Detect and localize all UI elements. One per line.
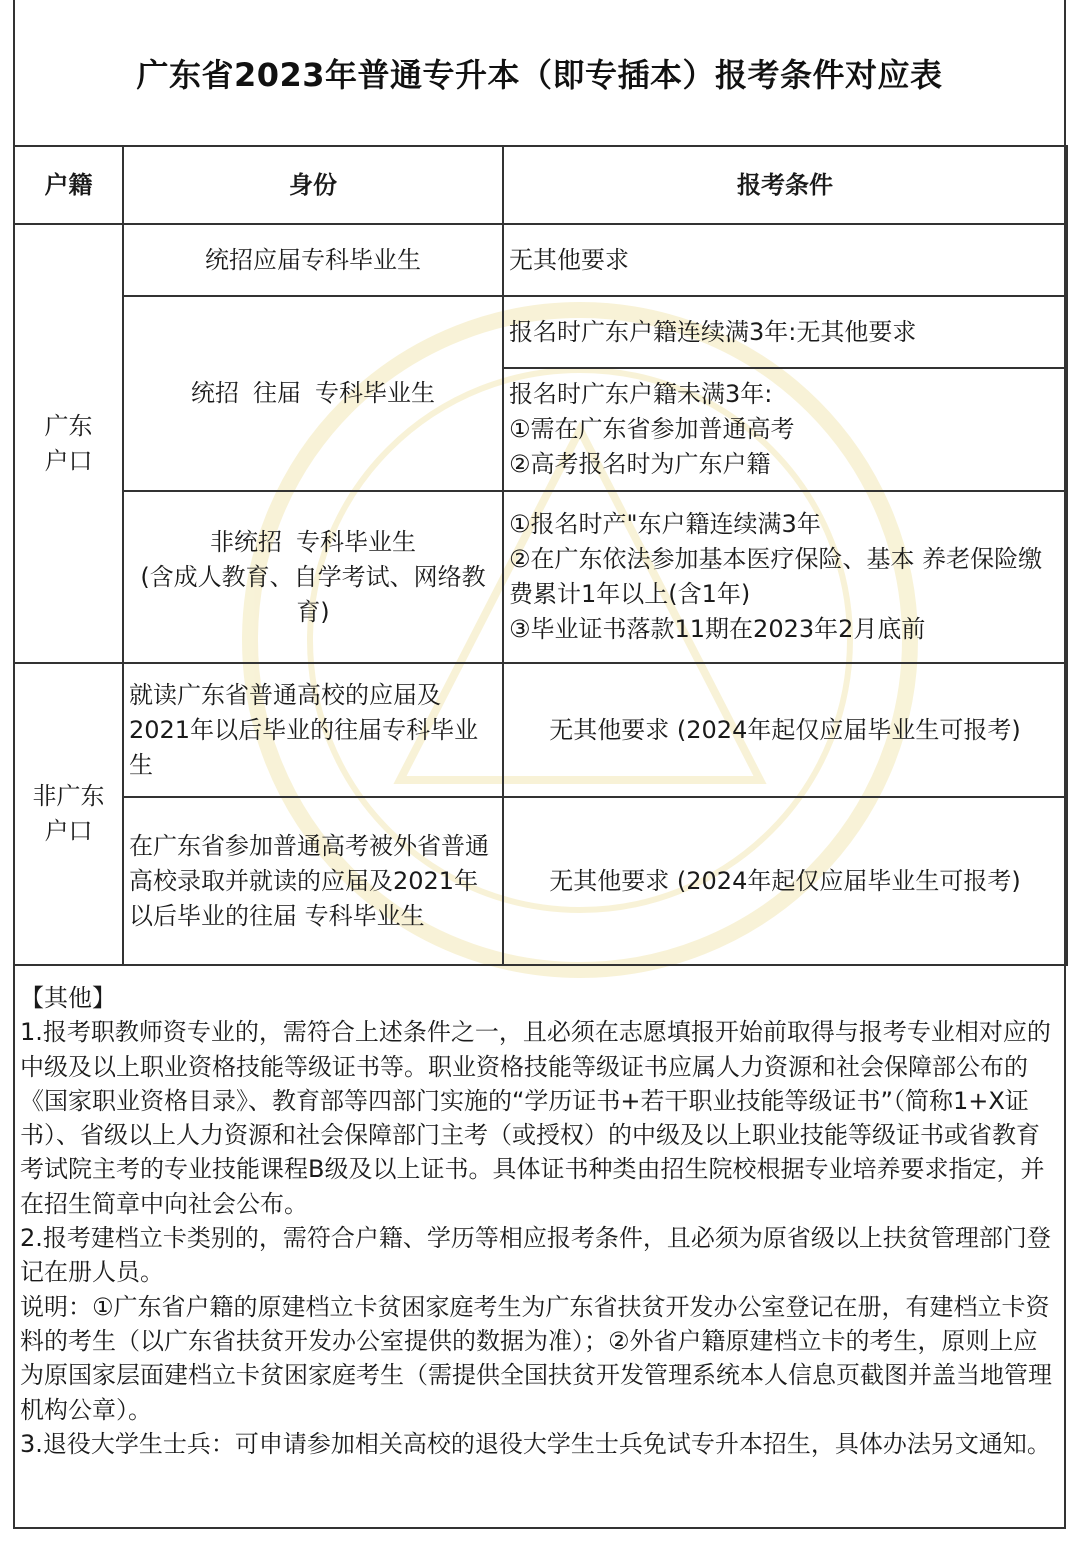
identity-note: (含成人教育、自学考试、网络教育) [140, 562, 486, 626]
note-paragraph: 说明：①广东省户籍的原建档立卡贫困家庭考生为广东省扶贫开发办公室登记在册，有建档立卡资料的考生（以广东省扶贫开发办公室提供的数据为准）；②外省户籍原建档立卡的考生，原则上应为原国家层面建档立卡贫困家庭考生（需提供全国扶贫开发管理系统本人信息页截图并盖当地管理机构公章）。 [20, 1292, 1052, 1424]
identity-cell: 在广东省参加普通高考被外省普通高校录取并就读的应届及2021年以后毕业的往届 专科毕业生 [123, 797, 503, 965]
table-header-row [14, 146, 1067, 224]
condition-cell: 无其他要求 (2024年起仅应届毕业生可报考) [503, 663, 1067, 797]
other-notes [20, 981, 1056, 1461]
identity-part: 专科毕业生 [315, 379, 435, 407]
condition-cell: 报名时广东户籍连续满3年:无其他要求 [503, 296, 1067, 368]
condition-cell [503, 368, 1067, 491]
note-paragraph: 1.报考职教师资专业的，需符合上述条件之一，且必须在志愿填报开始前取得与报考专业相对应的中级及以上职业资格技能等级证书等。职业资格技能等级证书应属人力资源和社会保障部公布的《国家职业资格目录》、教育部等四部门实施的“学历证书+若干职业技能等级证书”（简称1+X证书）、省级以上人力资源和社会保障部门主考（或授权）的中级及以上职业技能等级证书或省教育考试院主考的专业技能课程B级及以上证书。具体证书种类由招生院校根据专业培养要求指定，并在招生简章中向社会公布。 [20, 1018, 1051, 1218]
group-guangdong [14, 224, 123, 663]
table-row [14, 224, 1067, 296]
identity-cell: 就读广东省普通高校的应届及2021年以后毕业的往届专科毕业生 [123, 663, 503, 797]
header-conditions: 报考条件 [503, 146, 1067, 224]
condition-line: ②在广东依法参加基本医疗保险、基本 养老保险缴费累计1年以上(含1年) [509, 545, 1043, 608]
group-label: 广东户口 [44, 411, 93, 475]
note-paragraph: 2.报考建档立卡类别的，需符合户籍、学历等相应报考条件，且必须为原省级以上扶贫管理部门登记在册人员。 [20, 1224, 1051, 1287]
identity-cell [123, 491, 503, 663]
page-title: 广东省2023年普通专升本（即专插本）报考条件对应表 [136, 55, 943, 94]
header-identity: 身份 [123, 146, 503, 224]
condition-cell [503, 491, 1067, 663]
table-row [14, 663, 1067, 797]
group-non-guangdong [14, 663, 123, 965]
condition-line: ③毕业证书落款11期在2023年2月底前 [509, 615, 926, 643]
condition-line: ①报名时产"东户籍连续满3年 [509, 510, 821, 538]
identity-cell: 统招应届专科毕业生 [123, 224, 503, 296]
condition-line: ①需在广东省参加普通高考 [509, 415, 795, 443]
table-row [14, 491, 1067, 663]
identity-cell [123, 296, 503, 491]
note-paragraph: 3.退役大学生士兵：可申请参加相关高校的退役大学生士兵免试专升本招生，具体办法另文通知。 [20, 1429, 1051, 1458]
conditions-table [13, 145, 1068, 966]
condition-line: ②高考报名时为广东户籍 [509, 450, 771, 478]
condition-cell: 无其他要求 [503, 224, 1067, 296]
table-row [14, 797, 1067, 965]
identity-line: 非统招 专科毕业生 [210, 527, 416, 556]
condition-line: 报名时广东户籍未满3年: [509, 380, 773, 408]
identity-part: 往届 [253, 379, 301, 407]
header-hukou: 户籍 [14, 146, 123, 224]
group-label: 非广东户口 [32, 782, 105, 845]
table-row [14, 296, 1067, 368]
other-heading: 【其他】 [20, 984, 116, 1012]
condition-cell: 无其他要求 (2024年起仅应届毕业生可报考) [503, 797, 1067, 965]
identity-part: 统招 [191, 379, 239, 407]
